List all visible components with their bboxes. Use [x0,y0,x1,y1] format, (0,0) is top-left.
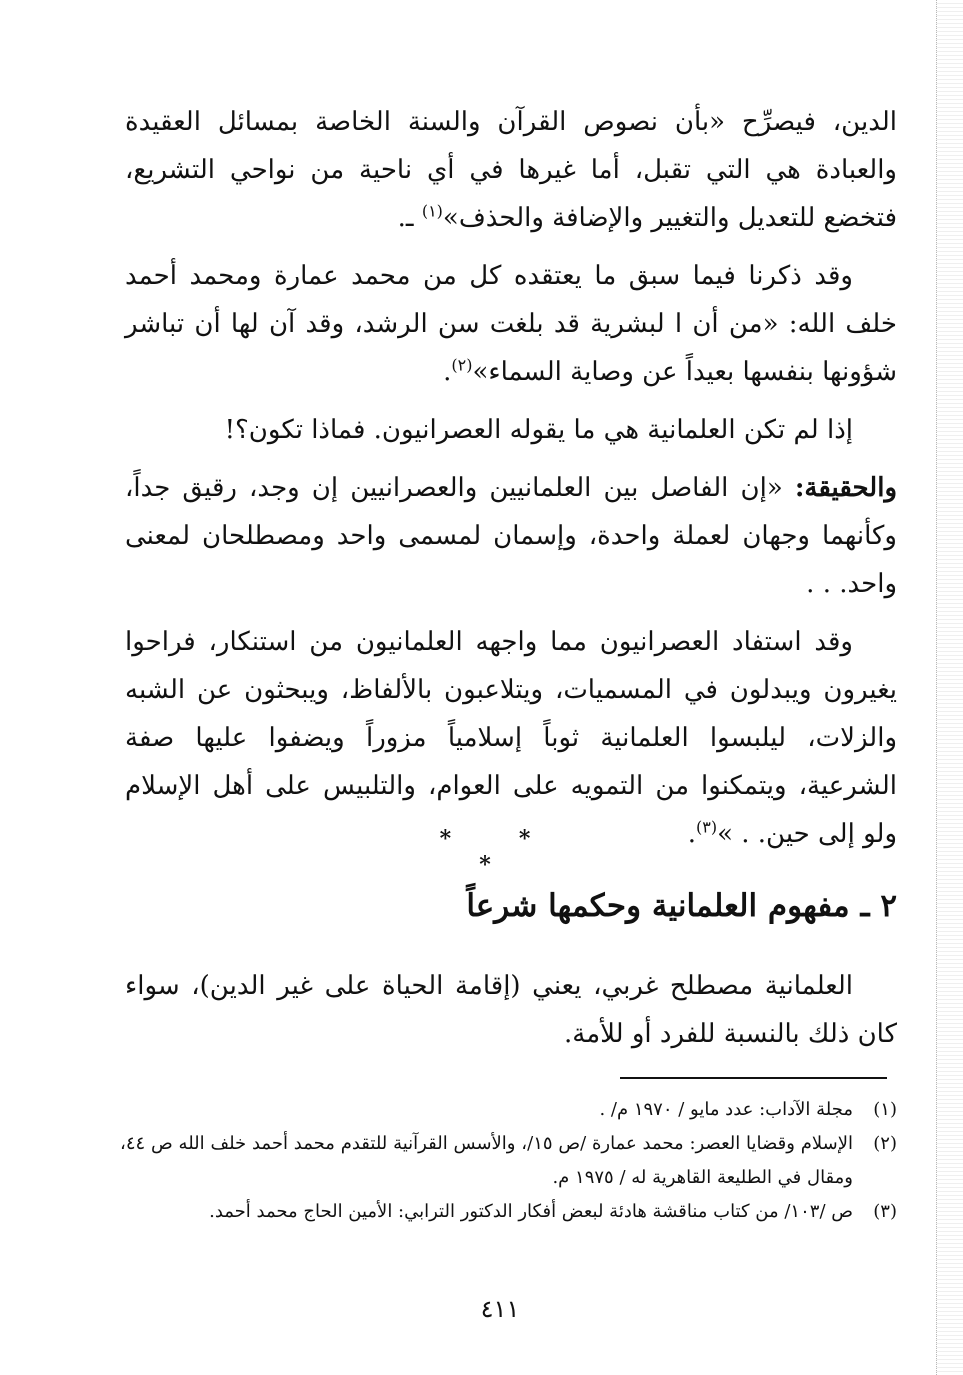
footnote-number: (٢) [873,1133,897,1154]
main-text [125,98,897,868]
footnote-3 [120,1195,897,1229]
page-number: ٤١١ [480,1295,520,1323]
footnote-ref-2: (٢) [451,355,473,375]
paragraph-tail: ـ. [397,203,422,233]
paragraph-text: إذا لم تكن العلمانية هي ما يقوله العصرانيون. فماذا تكون؟! [224,415,853,445]
footnote-number: (١) [873,1099,897,1120]
paragraph-3 [125,406,897,454]
paragraph-text: وقد ذكرنا فيما سبق ما يعتقده كل من محمد عمارة ومحمد أحمد خلف الله: «من أن ا لبشرية قد بلغت سن الرشد، وقد آن لها أن تباشر شؤونها بنفسها بعيداً عن وصاية السماء» [125,261,897,387]
section-separator: * * * [439,826,561,878]
footnote-ref-3: (٣) [695,817,718,837]
page-scan-edge [936,0,963,1375]
footnote-ref-1: (١) [421,201,443,221]
paragraph-5 [125,618,897,858]
paragraph-4 [125,464,897,608]
footnote-divider [620,1077,887,1079]
footnotes [120,1093,897,1229]
footnote-text: الإسلام وقضايا العصر: محمد عمارة /ص ١٥/، والأسس القرآنية للتقدم محمد أحمد خلف الله ص ٤٤، ومقال في الطليعة القاهرية له / ١٩٧٥ م. [120,1133,853,1188]
paragraph-tail: . [443,357,452,387]
paragraph-2 [125,252,897,396]
paragraph-lead: والحقيقة: [794,473,897,503]
paragraph-text: وقد استفاد العصرانيون مما واجهه العلمانيون من استنكار، فراحوا يغيرون ويبدلون في المسميات، ويتلاعبون بالألفاظ، ويبحثون عن الشبه والزلات، ليلبسوا العلمانية ثوباً إسلامياً مزوراً ويضفوا عليها صفة الشرعية، ويتمكنوا من التمويه على العوام، والتلبيس على أهل الإسلام ولو إلى حين. . » [125,627,897,849]
footnote-2 [120,1127,897,1195]
section-heading: ٢ ـ مفهوم العلمانية وحكمها شرعاً [466,888,897,924]
footnote-text: ص /١٠٣/ من كتاب مناقشة هادئة لبعض أفكار الدكتور الترابي: الأمين الحاج محمد أحمد. [209,1201,853,1222]
section-paragraph: العلمانية مصطلح غربي، يعني (إقامة الحياة على غير الدين)، سواء كان ذلك بالنسبة للفرد أو للأمة. [125,971,897,1049]
footnote-number: (٣) [873,1201,897,1222]
paragraph-text: الدين، فيصرِّح «بأن نصوص القرآن والسنة الخاصة بمسائل العقيدة والعبادة هي التي تقبل، أما غيرها في أي ناحية من نواحي التشريع، فتخضع للتعديل والتغيير والإضافة والحذف» [125,107,897,233]
paragraph-text: «إن الفاصل بين العلمانيين والعصرانيين إن وجد، رقيق جداً، وكأنهما وجهان لعملة واحدة، وإسمان لمسمى واحد ومصطلحان لمعنى واحد. . . [125,473,897,599]
paragraph-1 [125,98,897,242]
footnote-1 [120,1093,897,1127]
paragraph-tail: . [687,819,696,849]
footnote-text: مجلة الآداب: عدد مايو / ١٩٧٠ م/ . [599,1099,853,1120]
